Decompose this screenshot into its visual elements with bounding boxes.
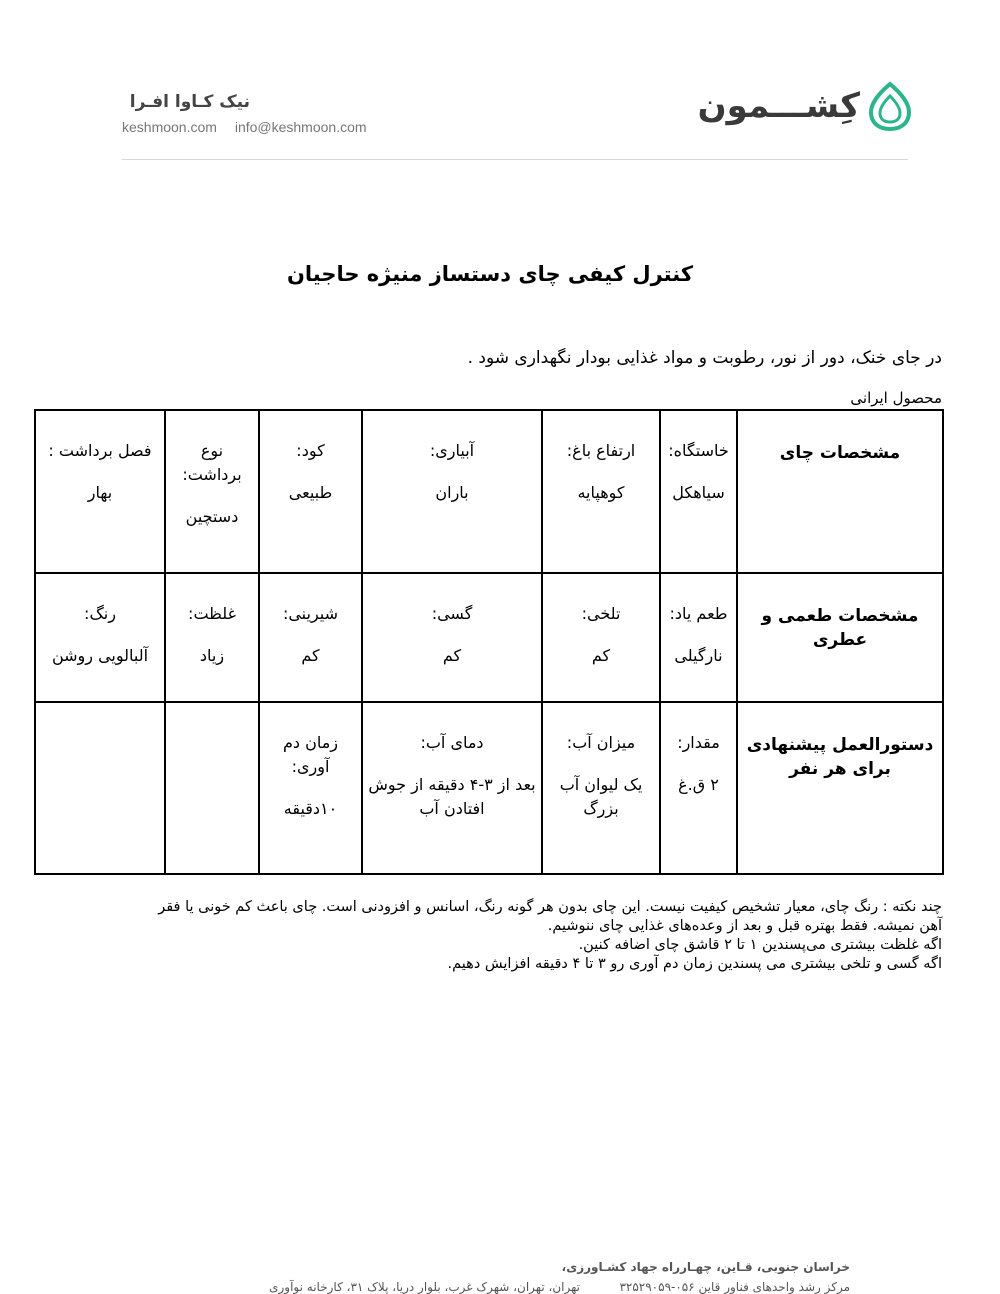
table-cell [660,702,737,874]
table-cell [259,573,362,702]
table-cell [35,702,165,874]
note-line: اگه غلظت بیشتری می‌پسندین ۱ تا ۲ قاشق چای اضافه کنین. [578,937,942,953]
table-cell [542,410,660,573]
table-cell [259,410,362,573]
cell-label: گسی: [431,604,473,623]
row-header: مشخصات طعمی و عطری [737,573,943,702]
table-row [35,702,943,874]
footer-address-line: مرکز رشد واحدهای فناور قاین ۰۵۶-۳۲۵۲۹۰۵۹ [619,1280,850,1294]
cell-value: کوهپایه [577,483,625,502]
footer-address-tehran: تهران، تهران، شهرک غرب، بلوار دریا، پلاک ۳۱، کارخانه نوآوری [269,1280,580,1294]
table-cell [165,410,259,573]
table-cell [165,702,259,874]
cell-value: کم [591,646,611,665]
cell-label: زمان دم آوری: [282,733,339,776]
cell-label: تلخی: [581,604,621,623]
header-divider [122,159,908,160]
cell-value: بهار [87,483,113,502]
cell-value: زیاد [199,646,225,665]
table-cell [35,410,165,573]
note-line: اگه گسی و تلخی بیشتری می پسندین زمان دم آوری رو ۳ تا ۴ دقیقه افزایش دهیم. [447,956,942,972]
cell-value: آلبالویی روشن [51,646,149,665]
cell-label: دمای آب: [420,733,484,752]
product-origin: محصول ایرانی [850,389,942,407]
cell-label: کود: [296,441,325,460]
table-cell [542,573,660,702]
storage-instructions: در جای خنک، دور از نور، رطوبت و مواد غذایی بودار نگهداری شود . [467,348,942,368]
notes-section [40,898,942,974]
cell-value: یک لیوان آب بزرگ [559,775,643,818]
cell-label: رنگ: [84,604,116,623]
table-row [35,573,943,702]
cell-value: نارگیلی [674,646,723,665]
cell-label: نوع برداشت: [182,441,242,484]
cell-label: طعم یاد: [669,604,728,623]
cell-label: میزان آب: [566,733,636,752]
cell-value: کم [442,646,462,665]
email-link[interactable]: info@keshmoon.com [234,119,367,135]
cell-value: دستچین [185,507,239,526]
row-header: مشخصات چای [737,410,943,573]
table-cell [362,702,542,874]
cell-label: مقدار: [677,733,720,752]
footer-address-line: خراسان جنوبی، قـاین، چهـارراه جهاد کشـاورزی، [561,1260,850,1274]
cell-label: غلظت: [188,604,236,623]
website-link[interactable]: keshmoon.com [122,119,217,135]
cell-value: بعد از ۳-۴ دقیقه از جوش افتادن آب [368,775,536,818]
cell-value: سیاهکل [672,483,725,502]
cell-label: آبیاری: [429,441,475,460]
document-title: کنترل کیفی چای دستساز منیژه حاجیان [286,262,694,286]
keshmoon-logo-icon [866,80,914,132]
table-cell [165,573,259,702]
cell-value: ۱۰دقیقه [283,799,338,818]
table-cell [362,573,542,702]
cell-value: ۲ ق.غ [678,775,719,794]
row-header: دستورالعمل پیشنهادی برای هر نفر [737,702,943,874]
table-cell [542,702,660,874]
cell-label: فصل برداشت : [48,441,152,460]
note-line: آهن نمیشه. فقط بهتره قبل و بعد از وعده‌های غذایی چای ننوشیم. [547,918,942,934]
table-cell [660,573,737,702]
tea-spec-table [34,409,944,875]
table-row [35,410,943,573]
cell-label: خاستگاه: [668,441,729,460]
company-name: نیک کـاوا افـرا [129,92,250,112]
cell-value: طبیعی [288,483,333,502]
table-cell [660,410,737,573]
table-cell [35,573,165,702]
table-cell [362,410,542,573]
cell-label: شیرینی: [282,604,339,623]
cell-value: باران [435,483,469,502]
contact-info [122,119,381,135]
cell-value: کم [301,646,320,665]
brand-logo-text: کِشـــمون [697,86,860,126]
table-cell [259,702,362,874]
cell-label: ارتفاع باغ: [566,441,636,460]
note-line: چند نکته : رنگ چای، معیار تشخیص کیفیت نیست. این چای بدون هر گونه رنگ، اسانس و افزودنی است. چای باعث کم خونی یا فقر [158,899,942,915]
